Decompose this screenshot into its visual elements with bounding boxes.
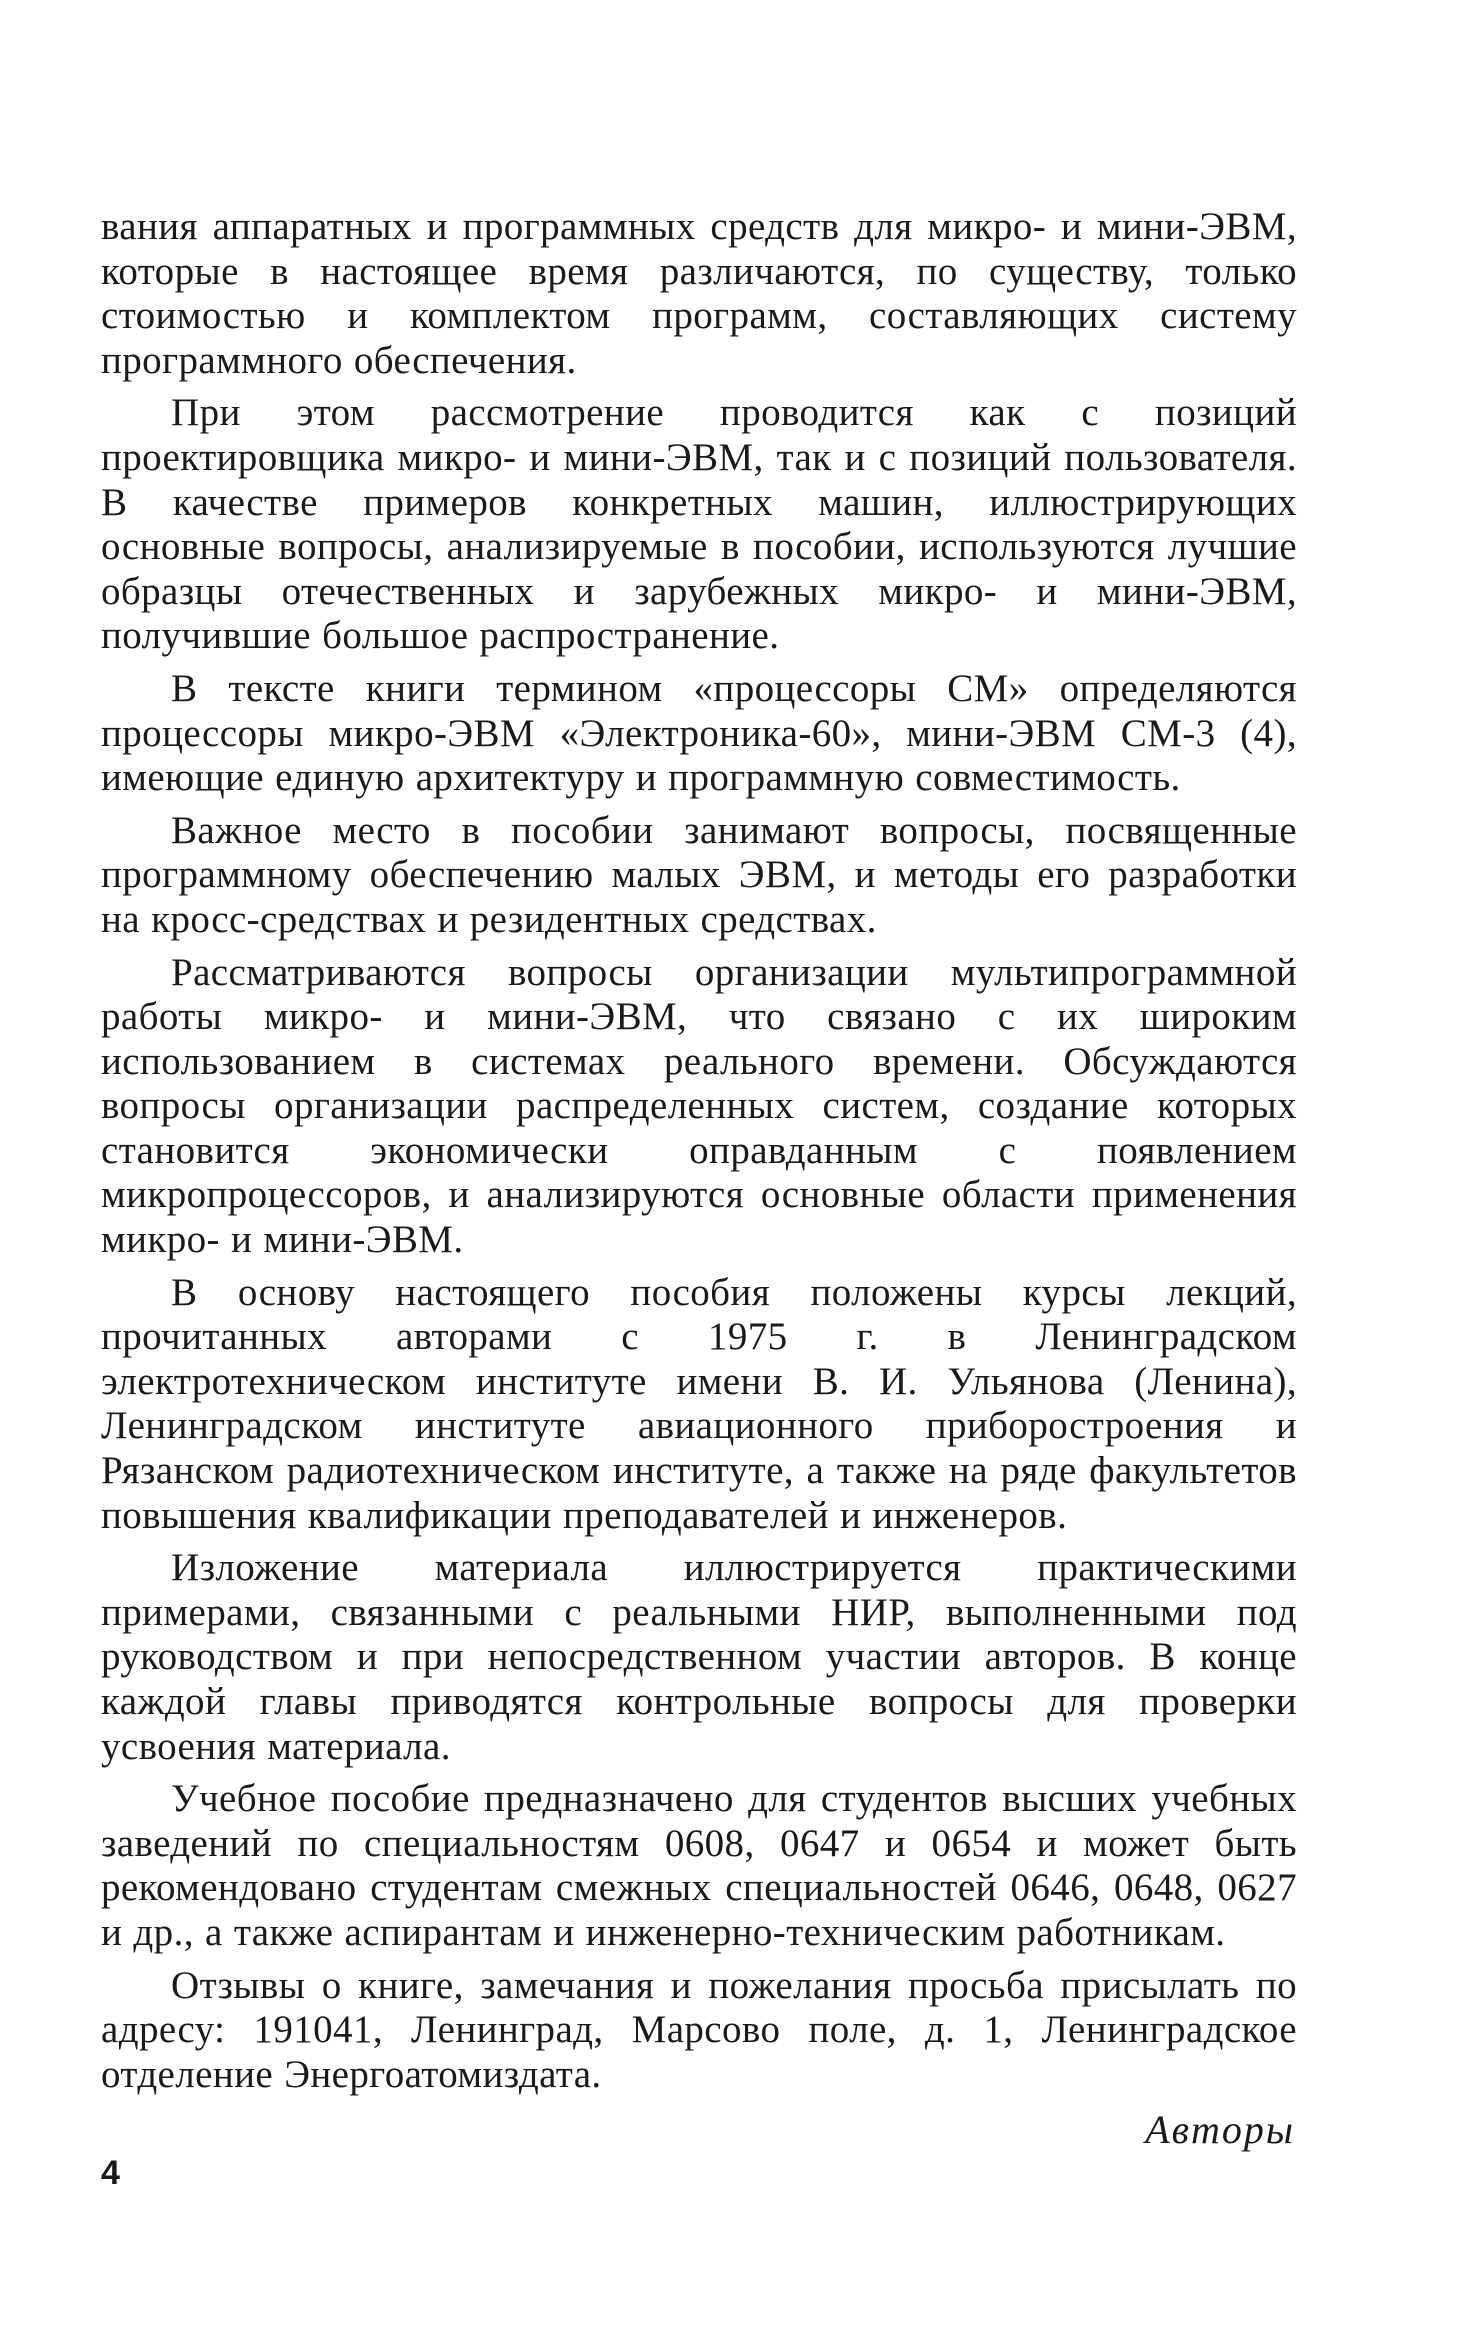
paragraph-multiprogramming-distributed: Рассматриваются вопросы организации мультипрограммной работы микро- и мини-ЭВМ, что связано с их широким использованием в системах реального времени. Обсуждаются вопросы организации распределенных систем, создание которых становится экономически оправданным с появлением микропроцессоров, и анализируются основные области применения микро- и мини-ЭВМ. <box>101 950 1297 1262</box>
paragraph-hardware-software-continuation: вания аппаратных и программных средств для микро- и мини-ЭВМ, которые в настоящее время различаются, по существу, только стоимостью и комплектом программ, составляющих систему программного обеспечения. <box>101 205 1297 382</box>
paragraph-sm-processors-definition: В тексте книги термином «процессоры СМ» определяются процессоры микро-ЭВМ «Электроника-60», мини-ЭВМ СМ-3 (4), имеющие единую архитектуру и программную совместимость. <box>101 666 1297 800</box>
paragraph-lecture-courses: В основу настоящего пособия положены курсы лекций, прочитанных авторами с 1975 г. в Ленинградском электротехническом институте имени В. И. Ульянова (Ленина), Ленинградском институте авиационного приборостроения и Рязанском радиотехническом институте, а также на ряде факультетов повышения квалификации преподавателей и инженеров. <box>101 1270 1297 1537</box>
page-number: 4 <box>101 2154 120 2192</box>
authors-signature: Авторы <box>1145 2107 1295 2153</box>
paragraph-practical-examples: Изложение материала иллюстрируется практическими примерами, связанными с реальными НИР, выполненными под руководством и при непосредственном участии авторов. В конце каждой главы приводятся контрольные вопросы для проверки усвоения материала. <box>101 1546 1297 1768</box>
page-text-body <box>101 205 1297 2153</box>
paragraph-feedback-address: Отзывы о книге, замечания и пожелания просьба присылать по адресу: 191041, Ленинград, Марсово поле, д. 1, Ленинградское отделение Энергоатомиздата. <box>101 1963 1297 2096</box>
paragraph-software-development: Важное место в пособии занимают вопросы, посвященные программному обеспечению малых ЭВМ, и методы его разработки на кросс-средствах и резидентных средствах. <box>101 808 1297 941</box>
paragraph-intended-audience: Учебное пособие предназначено для студентов высших учебных заведений по специальностям 0608, 0647 и 0654 и может быть рекомендовано студентам смежных специальностей 0646, 0648, 0627 и др., а также аспирантам и инженерно-техническим работникам. <box>101 1777 1297 1954</box>
paragraph-designer-user-perspective: При этом рассмотрение проводится как с позиций проектировщика микро- и мини-ЭВМ, так и с позиций пользователя. В качестве примеров конкретных машин, иллюстрирующих основные вопросы, анализируемые в пособии, используются лучшие образцы отечественных и зарубежных микро- и мини-ЭВМ, получившие большое распространение. <box>101 391 1297 658</box>
